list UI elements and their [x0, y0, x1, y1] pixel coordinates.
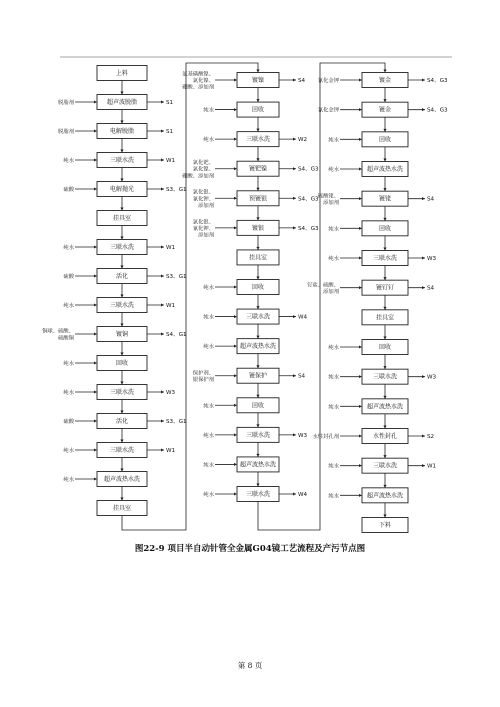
- input-material: 纯水: [203, 285, 214, 291]
- process-step: [215, 442, 279, 472]
- step-label: 回收: [251, 106, 265, 114]
- process-step: [75, 81, 174, 110]
- input-material: 纯水: [203, 432, 214, 439]
- arrow-head: [161, 391, 164, 394]
- arrow-head: [256, 365, 259, 368]
- step-label: 挂具室: [248, 254, 268, 262]
- pollution-output: S2: [427, 434, 435, 440]
- step-label: 挂具室: [112, 215, 132, 222]
- step-label: 回收: [378, 225, 392, 233]
- arrow-head: [293, 167, 296, 170]
- arrow-head: [293, 315, 296, 318]
- arrow-head: [359, 197, 362, 200]
- input-material: 纯水: [63, 477, 74, 483]
- process-step: [97, 197, 147, 226]
- arrow-head: [422, 257, 425, 260]
- arrow-head: [256, 277, 259, 280]
- pollution-output: S4、G3: [298, 196, 319, 203]
- arrow-head: [161, 449, 164, 452]
- step-label: 三联水洗: [109, 244, 135, 251]
- process-step: [97, 487, 147, 516]
- process-step: [215, 265, 279, 295]
- input-material: 硫酸: [63, 419, 74, 425]
- step-label: 回收: [115, 360, 129, 367]
- pollution-output: S3、G1: [166, 274, 187, 280]
- pollution-output: S4、G3: [427, 78, 448, 84]
- input-material: 纯水: [203, 314, 214, 321]
- process-step: [215, 472, 308, 502]
- process-step: [340, 206, 408, 236]
- process-step: [340, 117, 408, 147]
- arrow-head: [256, 306, 259, 309]
- process-step: [75, 342, 147, 371]
- step-label: 三联水洗: [245, 491, 271, 498]
- pollution-output: S4、G3: [298, 166, 319, 173]
- input-material: 水性封孔剂: [312, 434, 339, 440]
- input-material: 硫酸: [63, 187, 74, 193]
- arrow-head: [383, 485, 386, 488]
- arrow-head: [359, 79, 362, 82]
- step-label: 回收: [378, 136, 392, 144]
- arrow-head: [293, 493, 296, 496]
- process-step: [340, 444, 437, 474]
- step-label: 挂具室: [375, 314, 395, 322]
- pollution-output: W1: [166, 245, 176, 251]
- step-label: 镀保护: [248, 372, 268, 380]
- arrow-head: [422, 79, 425, 82]
- process-step: [75, 226, 176, 255]
- process-step: [340, 177, 435, 207]
- arrow-head: [359, 346, 362, 349]
- step-label: 三联水洗: [245, 431, 271, 439]
- process-step: [75, 429, 176, 458]
- step-label: 活化: [115, 273, 129, 280]
- process-step: [340, 236, 437, 266]
- process-step: [215, 295, 308, 325]
- pollution-output: W1: [427, 463, 437, 470]
- input-material: 纯水: [203, 344, 214, 351]
- arrow-head: [383, 396, 386, 399]
- arrow-head: [256, 454, 259, 457]
- step-label: 三联水洗: [109, 157, 135, 164]
- pollution-output: W1: [166, 303, 176, 309]
- process-step: [215, 73, 306, 88]
- process-step: [340, 147, 408, 177]
- step-label: 下料: [378, 522, 392, 529]
- step-label: 超声波脱脂: [106, 99, 138, 106]
- step-label: 三联水洗: [109, 302, 135, 309]
- input-material: 纯水: [328, 493, 339, 500]
- process-step: [215, 354, 306, 384]
- arrow-head: [256, 395, 259, 398]
- pollution-output: S4、G1: [166, 332, 187, 338]
- arrow-head: [359, 108, 362, 111]
- pollution-output: W2: [298, 137, 308, 144]
- step-label: 预镀银: [248, 195, 268, 203]
- process-step: [237, 235, 279, 265]
- process-step: [215, 383, 279, 413]
- process-step: [340, 73, 448, 88]
- process-step: [340, 325, 408, 355]
- step-label: 回收: [378, 344, 392, 351]
- step-label: 超声波热水洗: [103, 476, 141, 483]
- figure-caption: 图22-9 项目半自动针管全金属G04镜工艺流程及产污节点图: [134, 544, 366, 554]
- step-label: 三联水洗: [372, 255, 398, 262]
- step-label: 挂具室: [112, 505, 132, 512]
- step-label: 三联水洗: [372, 373, 398, 381]
- process-step: [75, 400, 187, 429]
- step-label: 活化: [115, 418, 129, 425]
- arrow-head: [293, 138, 296, 141]
- arrow-head: [293, 226, 296, 229]
- arrow-head: [120, 324, 123, 327]
- process-step: [340, 88, 448, 118]
- input-material: 硫酸: [63, 274, 74, 280]
- arrow-head: [359, 138, 362, 141]
- process-step: [340, 384, 408, 414]
- process-step: [75, 255, 187, 284]
- pollution-output: W1: [166, 448, 176, 454]
- step-label: 镀铜: [115, 331, 129, 338]
- process-step: [340, 414, 434, 444]
- arrow-head: [383, 337, 386, 340]
- pollution-output: W1: [166, 158, 176, 164]
- pollution-output: W4: [298, 314, 308, 321]
- pollution-output: S4: [427, 196, 435, 203]
- pollution-output: W4: [298, 492, 308, 498]
- input-material: 纯水: [203, 403, 214, 410]
- process-step: [340, 355, 437, 385]
- input-material: 纯水: [63, 245, 74, 251]
- input-material: 纯水: [63, 303, 74, 309]
- input-material: 纯水: [203, 462, 214, 469]
- step-label: 三联水洗: [372, 462, 398, 470]
- input-material: 纯水: [328, 167, 339, 173]
- process-step: [362, 295, 408, 325]
- arrow-head: [359, 168, 362, 171]
- arrow-head: [120, 469, 123, 472]
- arrow-head: [161, 188, 164, 191]
- process-step: [340, 266, 435, 296]
- step-label: 超声波热水洗: [366, 403, 404, 411]
- process-step: [215, 324, 279, 354]
- arrow-head: [161, 246, 164, 249]
- input-material: 氯化银、氰化钾、添加剂: [192, 189, 214, 209]
- arrow-head: [383, 277, 386, 280]
- process-step: [215, 147, 319, 177]
- arrow-head: [256, 484, 259, 487]
- process-step: [215, 413, 308, 443]
- pollution-output: S1: [166, 100, 174, 106]
- input-material: 铜球、硫酸、硫酸铜: [42, 328, 74, 342]
- input-material: 纯水: [328, 374, 339, 381]
- arrow-head: [293, 197, 296, 200]
- input-material: 纯水: [63, 390, 74, 396]
- input-material: 氰化金钾: [317, 78, 339, 84]
- step-label: 镀银: [251, 224, 265, 232]
- process-step: [215, 176, 319, 206]
- input-material: 纯水: [203, 137, 214, 144]
- pollution-output: W3: [298, 432, 308, 439]
- arrow-head: [161, 420, 164, 423]
- input-material: 钌盐、硫酸、添加剂: [307, 282, 339, 295]
- page-number: 第 8 页: [237, 661, 263, 670]
- process-step: [340, 473, 408, 503]
- arrow-head: [422, 435, 425, 438]
- input-material: 纯水: [328, 345, 339, 351]
- arrow-head: [120, 266, 123, 269]
- pollution-output: S4、G3: [298, 225, 319, 232]
- pollution-output: S1: [166, 129, 174, 135]
- arrow-head: [383, 426, 386, 429]
- step-label: 超声波热水洗: [366, 492, 404, 500]
- arrow-head: [161, 101, 164, 104]
- arrow-head: [161, 304, 164, 307]
- arrow-head: [383, 366, 386, 369]
- pollution-output: S3、G1: [166, 187, 187, 193]
- input-material: 氯化银、氰化钾、添加剂: [192, 219, 214, 239]
- step-label: 超声波热水洗: [366, 166, 404, 173]
- arrow-head: [359, 464, 362, 467]
- step-label: 三联水洗: [245, 313, 271, 321]
- arrow-head: [422, 464, 425, 467]
- flow-layer: [42, 63, 448, 533]
- arrow-head: [293, 374, 296, 377]
- arrow-head: [359, 494, 362, 497]
- step-label: 超声波热水洗: [239, 461, 277, 469]
- step-label: 三联水洗: [245, 136, 271, 144]
- arrow-head: [120, 440, 123, 443]
- arrow-head: [383, 515, 386, 518]
- step-label: 水性封孔: [372, 433, 398, 440]
- arrow-head: [256, 424, 259, 427]
- arrow-head: [422, 197, 425, 200]
- arrow-head: [256, 247, 259, 250]
- input-material: 纯水: [328, 404, 339, 411]
- input-material: 氨基磺酸镍、氯化镍、硼酸、添加剂: [182, 71, 214, 91]
- arrow-head: [359, 435, 362, 438]
- input-material: 脱脂剂: [58, 129, 74, 135]
- process-step: [215, 117, 307, 147]
- arrow-head: [383, 307, 386, 310]
- arrow-head: [383, 455, 386, 458]
- step-label: 电解抛光: [109, 186, 135, 193]
- input-material: 纯水: [328, 256, 339, 262]
- arrow-head: [422, 286, 425, 289]
- process-step: [75, 168, 187, 197]
- input-material: 纯水: [63, 158, 74, 164]
- input-material: 纯水: [328, 137, 339, 144]
- arrow-head: [256, 336, 259, 339]
- step-label: 上料: [115, 70, 129, 77]
- input-material: 纯水: [203, 107, 214, 114]
- arrow-head: [161, 275, 164, 278]
- arrow-head: [120, 295, 123, 298]
- arrow-head: [359, 257, 362, 260]
- step-label: 镀金: [378, 77, 392, 84]
- arrow-head: [120, 382, 123, 385]
- process-step: [75, 371, 176, 400]
- arrow-head: [161, 333, 164, 336]
- input-material: 硫酸铑、添加剂: [317, 193, 339, 206]
- arrow-head: [359, 375, 362, 378]
- arrow-head: [422, 375, 425, 378]
- step-label: 镀金: [378, 106, 392, 114]
- pollution-output: W3: [166, 390, 176, 396]
- input-material: 纯水: [328, 463, 339, 470]
- step-label: 镀铑: [378, 195, 392, 203]
- step-label: 三联水洗: [109, 447, 135, 454]
- arrow-head: [120, 411, 123, 414]
- arrow-head: [161, 159, 164, 162]
- process-step: [75, 284, 176, 313]
- process-step: [362, 503, 408, 533]
- arrow-head: [422, 108, 425, 111]
- pollution-output: S4、G3: [427, 107, 448, 114]
- step-label: 超声波热水洗: [239, 343, 277, 351]
- arrow-head: [359, 405, 362, 408]
- arrow-head: [120, 353, 123, 356]
- step-label: 镀钌钉: [375, 284, 395, 292]
- step-label: 三联水洗: [109, 389, 135, 396]
- process-step: [215, 88, 279, 118]
- process-step: [75, 458, 147, 487]
- pollution-output: S4: [298, 373, 306, 380]
- pollution-output: S4: [427, 285, 435, 292]
- process-step: [97, 66, 147, 81]
- step-label: 回收: [251, 284, 265, 291]
- process-step: [75, 139, 176, 168]
- input-material: 脱脂剂: [58, 100, 74, 106]
- pollution-output: S3、G1: [166, 419, 187, 425]
- input-material: 保护剂、银保护剂: [192, 370, 214, 384]
- arrow-head: [359, 286, 362, 289]
- step-label: 电解脱脂: [109, 128, 135, 135]
- step-label: 镀镍: [251, 77, 265, 84]
- input-material: 纯水: [203, 492, 214, 498]
- arrow-head: [293, 79, 296, 82]
- input-material: 纯水: [63, 361, 74, 367]
- pollution-output: W3: [427, 374, 437, 381]
- arrow-head: [359, 227, 362, 230]
- process-step: [215, 206, 319, 236]
- arrow-head: [293, 433, 296, 436]
- input-material: 氯化钯、氯化镍、硼酸、添加剂: [182, 160, 214, 180]
- input-material: 纯水: [328, 226, 339, 233]
- process-step: [75, 110, 174, 139]
- input-material: 氰化金钾: [317, 107, 339, 114]
- input-material: 纯水: [63, 448, 74, 454]
- arrow-head: [120, 498, 123, 501]
- arrow-head: [161, 130, 164, 133]
- pollution-output: W3: [427, 256, 437, 262]
- step-label: 镀钯镍: [248, 165, 268, 173]
- process-step: [75, 313, 187, 342]
- step-label: 回收: [251, 402, 265, 410]
- pollution-output: S4: [298, 78, 306, 84]
